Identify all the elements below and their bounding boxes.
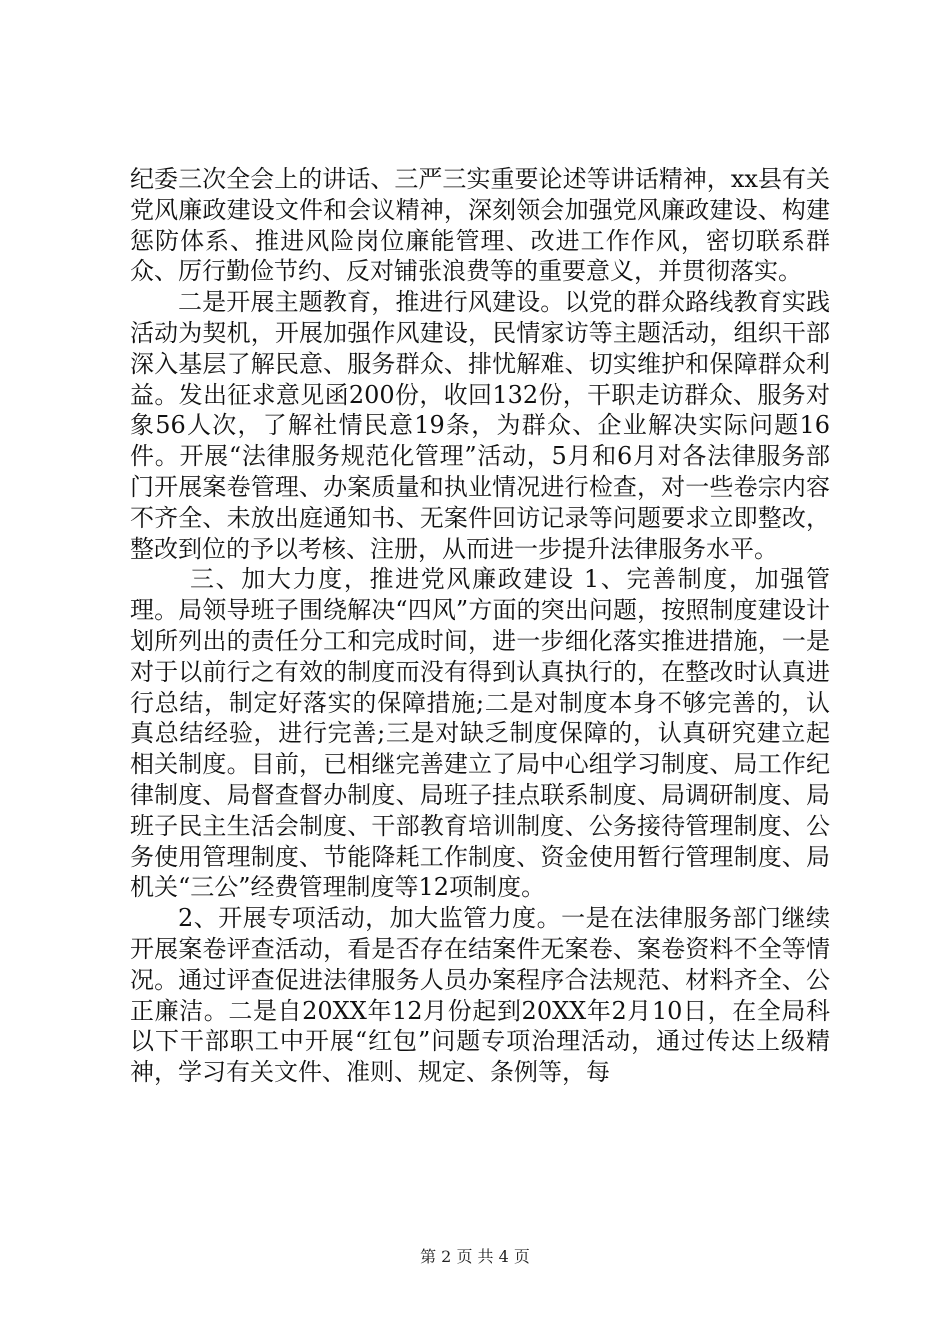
paragraph-system-building: 三、加大力度，推进党风廉政建设 1、完善制度，加强管理。局领导班子围绕解决“四风”方面的突出问题，按照制度建设计划所列出的责任分工和完成时间，进一步细化落实推进措施，一是对于以前行之有效的制度而没有得到认真执行的，在整改时认真进行总结，制定好落实的保障措施;二是对制度本身不够完善的，认真总结经验，进行完善;三是对缺乏制度保障的，认真研究建立起相关制度。目前，已相继完善建立了局中心组学习制度、局工作纪律制度、局督查督办制度、局班子挂点联系制度、局调研制度、局班子民主生活会制度、干部教育培训制度、公务接待管理制度、公务使用管理制度、节能降耗工作制度、资金使用暂行管理制度、局机关“三公”经费管理制度等12项制度。 [130,565,830,902]
paragraph-special-activities: 2、开展专项活动，加大监管力度。一是在法律服务部门继续开展案卷评查活动，看是否存在结案件无案卷、案卷资料不全等情况。通过评查促进法律服务人员办案程序合法规范、材料齐全、公正廉洁。二是自20XX年12月份起到20XX年2月10日，在全局科以下干部职工中开展“红包”问题专项治理活动，通过传达上级精神，学习有关文件、准则、规定、条例等，每 [130,904,830,1087]
body-text [130,164,830,1088]
page-footer: 第 2 页 共 4 页 [420,1247,530,1266]
paragraph-theme-education: 二是开展主题教育，推进行风建设。以党的群众路线教育实践活动为契机，开展加强作风建设，民情家访等主题活动，组织干部深入基层了解民意、服务群众、排忧解难、切实维护和保障群众利益。发出征求意见函200份，收回132份，干职走访群众、服务对象56人次，了解社情民意19条，为群众、企业解决实际问题16件。开展“法律服务规范化管理”活动，5月和6月对各法律服务部门开展案卷管理、办案质量和执业情况进行检查，对一些卷宗内容不齐全、未放出庭通知书、无案件回访记录等问题要求立即整改，整改到位的予以考核、注册，从而进一步提升法律服务水平。 [130,288,830,563]
paragraph-continuation: 纪委三次全会上的讲话、三严三实重要论述等讲话精神，xx县有关党风廉政建设文件和会议精神，深刻领会加强党风廉政建设、构建惩防体系、推进风险岗位廉能管理、改进工作作风，密切联系群众、厉行勤俭节约、反对铺张浪费等的重要意义，并贯彻落实。 [130,165,830,286]
